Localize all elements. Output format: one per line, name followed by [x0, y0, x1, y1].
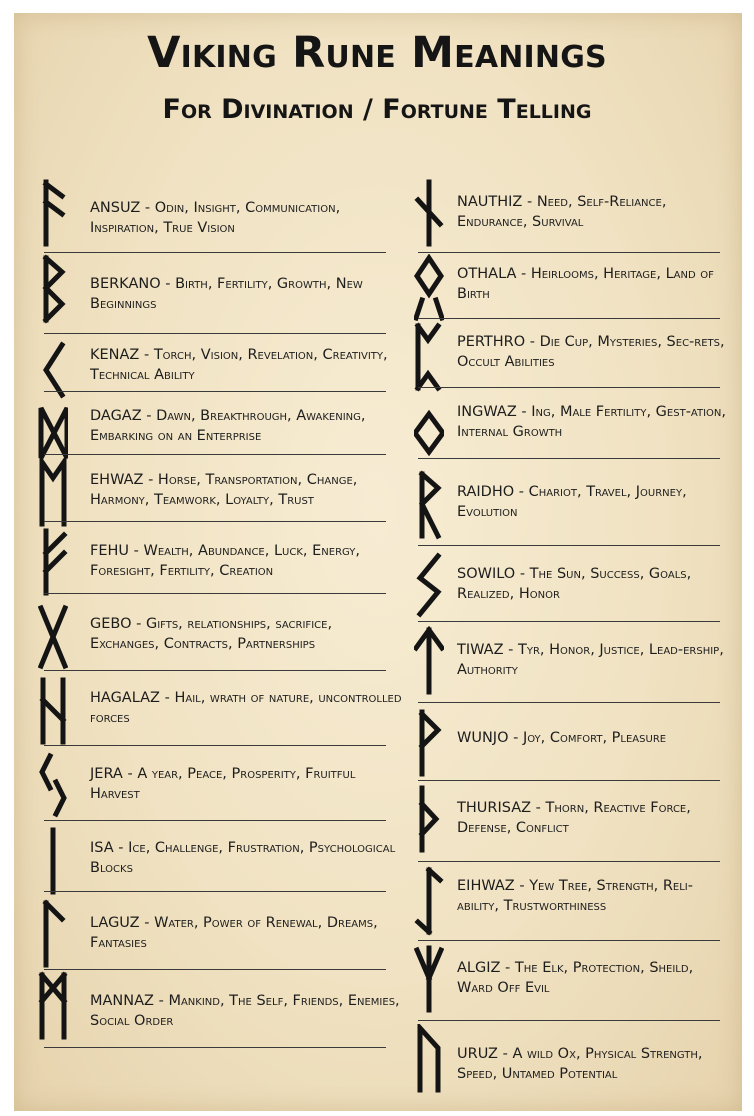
- rune-name: THURISAZ: [457, 800, 532, 816]
- rune-separator: -: [497, 1046, 513, 1062]
- rune-name: JERA: [90, 766, 123, 782]
- rune-separator: -: [160, 276, 176, 292]
- laguz-rune-icon: [38, 899, 68, 969]
- rune-name: HAGALAZ: [90, 690, 160, 706]
- rune-description: [457, 958, 727, 998]
- divider-line: [418, 318, 720, 319]
- tiwaz-rune-icon: [414, 626, 444, 696]
- rune-description: [457, 332, 727, 372]
- rune-name: BERKANO: [90, 276, 161, 292]
- rune-description: [457, 728, 727, 748]
- berkano-rune-icon: [38, 254, 68, 324]
- rune-name: ISA: [90, 840, 114, 856]
- rune-meaning: Ice, Challenge, Frustration, Psychological Blocks: [90, 840, 396, 876]
- divider-line: [418, 702, 720, 703]
- rune-description: [457, 1044, 727, 1084]
- rune-name: LAGUZ: [90, 915, 140, 931]
- page-title: Viking Rune Meanings: [147, 28, 607, 78]
- rune-separator: -: [522, 194, 537, 210]
- isa-rune-icon: [38, 826, 68, 896]
- divider-line: [44, 670, 386, 671]
- rune-meaning: Yew Tree, Strength, Reli-ability, Trustworthiness: [457, 878, 693, 914]
- rune-meaning: Joy, Comfort, Pleasure: [522, 730, 667, 746]
- rune-description: [457, 640, 727, 680]
- divider-line: [418, 458, 720, 459]
- divider-line: [418, 252, 720, 253]
- rune-separator: -: [516, 266, 531, 282]
- rune-name: ANSUZ: [90, 200, 141, 216]
- rune-name: OTHALA: [457, 266, 517, 282]
- divider-line: [418, 621, 720, 622]
- divider-line: [44, 454, 386, 455]
- rune-separator: -: [515, 566, 530, 582]
- hagalaz-rune-icon: [38, 676, 68, 746]
- rune-separator: -: [516, 404, 532, 420]
- eihwaz-rune-icon: [414, 866, 444, 936]
- rune-separator: -: [525, 334, 540, 350]
- rune-name: WUNJO: [457, 730, 509, 746]
- rune-description: [90, 688, 405, 728]
- rune-meaning: The Elk, Protection, Sheild, Ward Off Evil: [457, 960, 694, 996]
- rune-description: [90, 345, 405, 385]
- rune-meaning: Chariot, Travel, Journey, Evolution: [457, 484, 687, 520]
- ehwaz-rune-icon: [38, 458, 68, 528]
- rune-description: [457, 192, 727, 232]
- rune-description: [90, 198, 405, 238]
- ansuz-rune-icon: [38, 178, 68, 248]
- rune-description: [457, 482, 727, 522]
- rune-separator: -: [160, 690, 175, 706]
- rune-name: SOWILO: [457, 566, 516, 582]
- rune-description: [90, 838, 405, 878]
- page-subtitle: For Divination / Fortune Telling: [162, 94, 592, 125]
- rune-description: [457, 402, 727, 442]
- rune-separator: -: [139, 915, 155, 931]
- rune-meaning: Die Cup, Mysteries, Sec-rets, Occult Abilities: [457, 334, 725, 370]
- rune-meaning: Hail, wrath of nature, uncontrolled forces: [90, 690, 402, 726]
- rune-separator: -: [514, 878, 530, 894]
- rune-description: [90, 991, 405, 1031]
- divider-line: [44, 521, 386, 522]
- rune-separator: -: [131, 616, 146, 632]
- rune-description: [90, 274, 405, 314]
- divider-line: [44, 745, 386, 746]
- divider-line: [418, 940, 720, 941]
- rune-meaning: The Sun, Success, Goals, Realized, Honor: [457, 566, 692, 602]
- rune-description: [90, 470, 405, 510]
- rune-name: ALGIZ: [457, 960, 501, 976]
- divider-line: [418, 780, 720, 781]
- sowilo-rune-icon: [414, 550, 444, 620]
- rune-meaning: Wealth, Abundance, Luck, Energy, Foresight, Fertility, Creation: [90, 543, 360, 579]
- rune-name: EIHWAZ: [457, 878, 515, 894]
- rune-meaning: Ing, Male Fertility, Gest-ation, Internal Growth: [457, 404, 727, 440]
- nauthiz-rune-icon: [414, 178, 444, 248]
- rune-name: GEBO: [90, 616, 132, 632]
- rune-meaning: Torch, Vision, Revelation, Creativity, Technical Ability: [90, 347, 388, 383]
- divider-line: [418, 387, 720, 388]
- rune-description: [457, 264, 727, 304]
- thurisaz-rune-icon: [414, 784, 444, 854]
- rune-meaning: Horse, Transportation, Change, Harmony, Teamwork, Loyalty, Trust: [90, 472, 358, 508]
- rune-meaning: Need, Self-Reliance, Endurance, Survival: [457, 194, 667, 230]
- rune-meaning: Thorn, Reactive Force, Defense, Conflict: [457, 800, 691, 836]
- rune-meaning: Tyr, Honor, Justice, Lead-ership, Authority: [457, 642, 724, 678]
- rune-separator: -: [153, 993, 169, 1009]
- rune-name: DAGAZ: [90, 408, 142, 424]
- rune-name: TIWAZ: [457, 642, 504, 658]
- gebo-rune-icon: [38, 602, 68, 672]
- divider-line: [418, 861, 720, 862]
- rune-meaning: Gifts, relationships, sacrifice, Exchanges, Contracts, Partnerships: [90, 616, 333, 652]
- divider-line: [44, 1047, 386, 1048]
- rune-meaning: Mankind, The Self, Friends, Enemies, Social Order: [90, 993, 400, 1029]
- divider-line: [418, 545, 720, 546]
- rune-separator: -: [140, 200, 155, 216]
- rune-name: PERTHRO: [457, 334, 526, 350]
- rune-name: FEHU: [90, 543, 130, 559]
- rune-meaning: Odin, Insight, Communication, Inspiration, True Vision: [90, 200, 341, 236]
- rune-description: [90, 406, 405, 446]
- divider-line: [44, 593, 386, 594]
- rune-separator: -: [500, 960, 515, 976]
- fehu-rune-icon: [38, 527, 68, 597]
- rune-separator: -: [531, 800, 546, 816]
- divider-line: [44, 820, 386, 821]
- rune-description: [457, 798, 727, 838]
- divider-line: [418, 1020, 720, 1021]
- rune-description: [90, 614, 405, 654]
- rune-separator: -: [514, 484, 529, 500]
- rune-meaning: Birth, Fertility, Growth, New Beginnings: [90, 276, 363, 312]
- rune-name: MANNAZ: [90, 993, 154, 1009]
- rune-name: EHWAZ: [90, 472, 144, 488]
- rune-meaning: Heirlooms, Heritage, Land of Birth: [457, 266, 714, 302]
- rune-name: RAIDHO: [457, 484, 515, 500]
- divider-line: [44, 252, 386, 253]
- rune-separator: -: [122, 766, 138, 782]
- divider-line: [44, 891, 386, 892]
- divider-line: [44, 969, 386, 970]
- rune-description: [457, 564, 727, 604]
- rune-description: [90, 541, 405, 581]
- wunjo-rune-icon: [414, 708, 444, 778]
- jera-rune-icon: [38, 750, 68, 820]
- rune-separator: -: [141, 408, 157, 424]
- raidho-rune-icon: [414, 470, 444, 540]
- rune-meaning: Water, Power of Renewal, Dreams, Fantasies: [90, 915, 378, 951]
- rune-meaning: A wild Ox, Physical Strength, Speed, Untamed Potential: [457, 1046, 703, 1082]
- algiz-rune-icon: [414, 944, 444, 1014]
- mannaz-rune-icon: [38, 971, 68, 1041]
- kenaz-rune-icon: [38, 335, 68, 405]
- rune-name: INGWAZ: [457, 404, 517, 420]
- rune-meaning: Dawn, Breakthrough, Awakening, Embarking on an Enterprise: [90, 408, 366, 444]
- othala-rune-icon: [414, 254, 444, 324]
- rune-description: [457, 876, 727, 916]
- rune-separator: -: [508, 730, 523, 746]
- rune-description: [90, 764, 405, 804]
- rune-separator: -: [143, 472, 158, 488]
- rune-meaning: A year, Peace, Prosperity, Fruitful Harvest: [90, 766, 356, 802]
- rune-separator: -: [113, 840, 129, 856]
- rune-description: [90, 913, 405, 953]
- rune-separator: -: [139, 347, 154, 363]
- rune-name: NAUTHIZ: [457, 194, 523, 210]
- divider-line: [44, 333, 386, 334]
- rune-name: KENAZ: [90, 347, 140, 363]
- rune-separator: -: [503, 642, 518, 658]
- uruz-rune-icon: [414, 1024, 444, 1094]
- divider-line: [44, 391, 386, 392]
- rune-separator: -: [129, 543, 144, 559]
- rune-name: URUZ: [457, 1046, 498, 1062]
- perthro-rune-icon: [414, 322, 444, 392]
